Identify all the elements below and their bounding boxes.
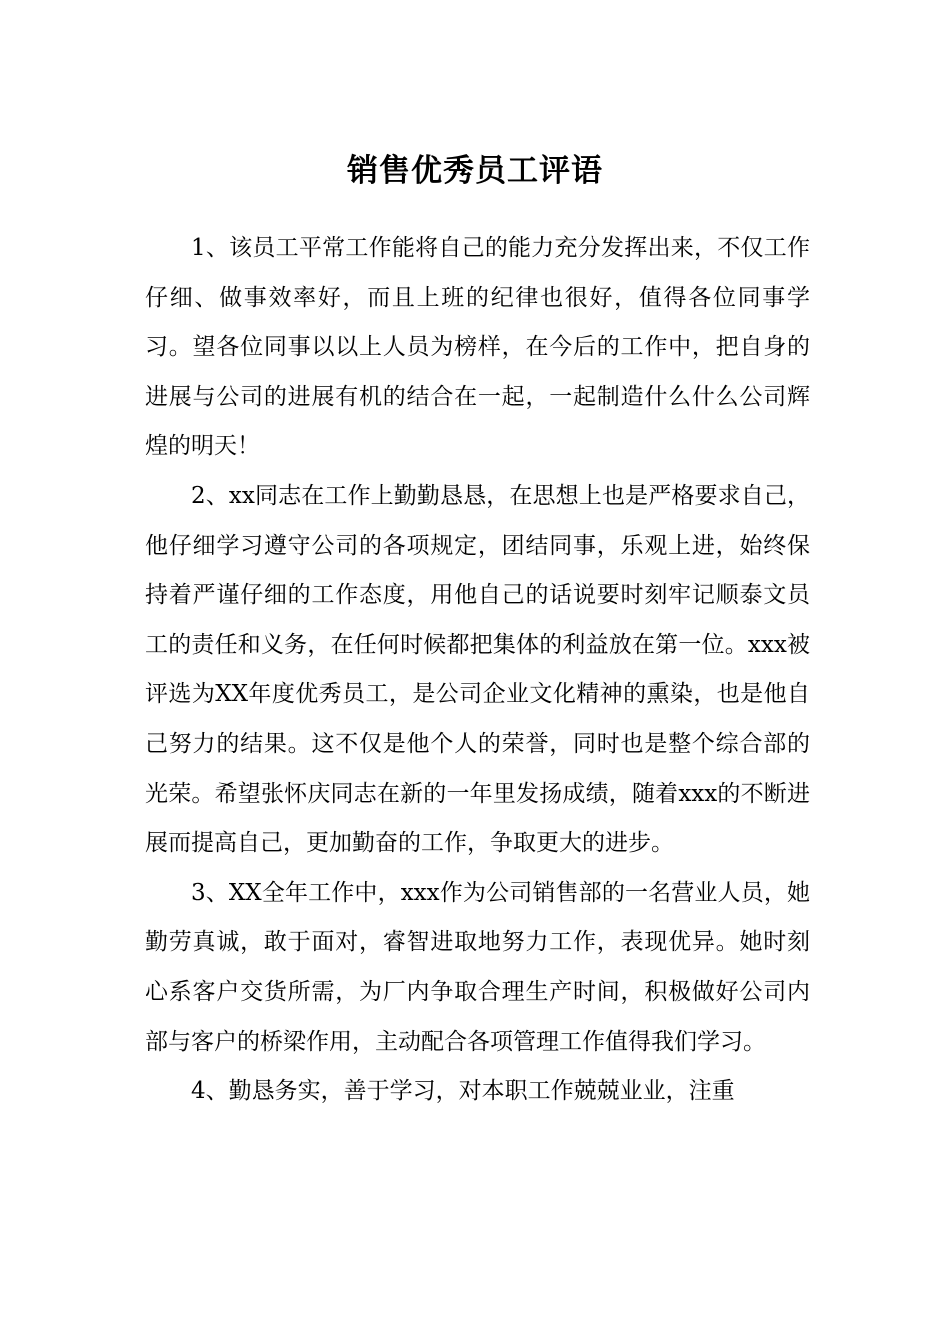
paragraph-4: 4、勤恳务实，善于学习，对本职工作兢兢业业，注重 xyxy=(191,1078,735,1105)
paragraph-2: 2、xx同志在工作上勤勤恳恳，在思想上也是严格要求自己，他仔细学习遵守公司的各项规定，团结同事，乐观上进，始终保持着严谨仔细的工作态度，用他自己的话说要时刻牢记顺泰文员工的责任和义务，在任何时候都把集体的利益放在第一位。xxx被评选为XX年度优秀员工，是公司企业文化精神的熏染，也是他自己努力的结果。这不仅是他个人的荣誉，同时也是整个综合部的光荣。希望张怀庆同志在新的一年里发扬成绩，随着xxx的不断进展而提高自己，更加勤奋的工作，争取更大的进步。 xyxy=(145,482,810,857)
paragraph-3: 3、XX全年工作中，xxx作为公司销售部的一名营业人员，她勤劳真诚，敢于面对，睿智进取地努力工作，表现优异。她时刻心系客户交货所需，为厂内争取合理生产时间，积极做好公司内部与客户的桥梁作用，主动配合各项管理工作值得我们学习。 xyxy=(145,879,810,1055)
document-body xyxy=(145,224,810,1117)
paragraph-1: 1、该员工平常工作能将自己的能力充分发挥出来，不仅工作仔细、做事效率好，而且上班的纪律也很好，值得各位同事学习。望各位同事以以上人员为榜样，在今后的工作中，把自身的进展与公司的进展有机的结合在一起，一起制造什么什么公司辉煌的明天！ xyxy=(145,235,810,460)
document-title: 销售优秀员工评语 xyxy=(347,152,603,189)
